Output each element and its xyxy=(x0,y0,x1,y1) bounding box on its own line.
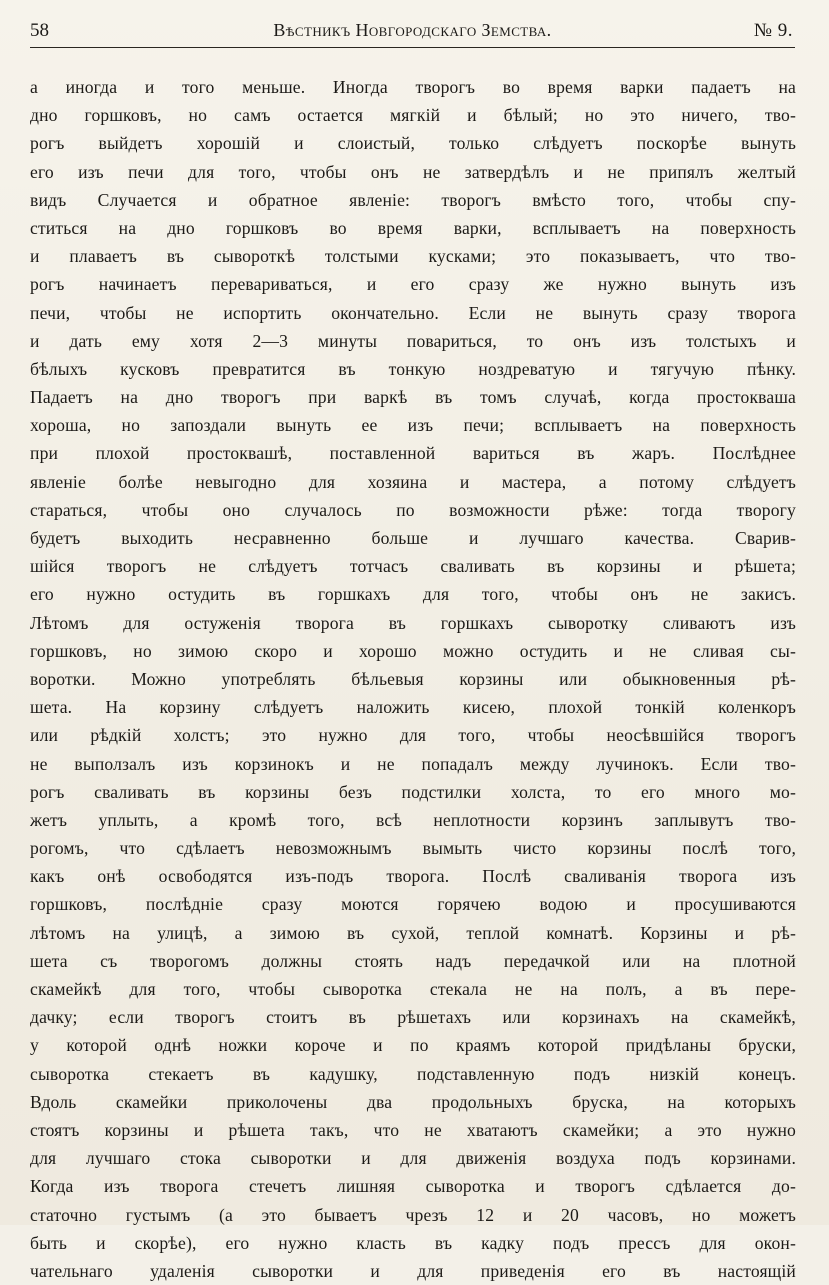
body-text xyxy=(30,73,796,1285)
text-line: рогъ начинаетъ перевариваться, и его сразу же нужно вынуть изъ xyxy=(30,274,796,295)
text-line: у которой однѣ ножки короче и по краямъ которой придѣланы бруски, xyxy=(30,1035,796,1056)
running-header xyxy=(30,14,795,48)
text-line: рогъ выйдетъ хорошій и слоистый, только слѣдуетъ поскорѣе вынуть xyxy=(30,133,796,154)
text-line: бѣлыхъ кусковъ превратится въ тонкую ноздреватую и тягучую пѣнку. xyxy=(30,358,796,379)
text-line: стоятъ корзины и рѣшета такъ, что не хватаютъ скамейки; а это нужно xyxy=(30,1119,796,1140)
text-line: стараться, чтобы оно случалось по возможности рѣже: тогда творогу xyxy=(30,499,796,520)
text-line: и плаваетъ въ сывороткѣ толстыми кусками; это показываетъ, что тво- xyxy=(30,246,796,267)
text-line: шета. На корзину слѣдуетъ наложить кисею, плохой тонкій коленкоръ xyxy=(30,697,796,718)
text-line: при плохой простоквашѣ, поставленной вариться въ жаръ. Послѣднее xyxy=(30,443,796,464)
text-line: горшковъ, но зимою скоро и хорошо можно остудить и не сливая сы- xyxy=(30,640,796,661)
text-line: дачку; если творогъ стоитъ въ рѣшетахъ или корзинахъ на скамейкѣ, xyxy=(30,1007,796,1028)
text-line: Лѣтомъ для остуженія творога въ горшкахъ сыворотку сливаютъ изъ xyxy=(30,612,796,633)
text-line: явленіе болѣе невыгодно для хозяина и мастера, а потому слѣдуетъ xyxy=(30,471,796,492)
journal-title: Вѣстникъ Новгородскаго Земства. xyxy=(273,20,552,40)
text-line: его нужно остудить въ горшкахъ для того, чтобы онъ не закисъ. xyxy=(30,584,796,605)
text-line: какъ онѣ освободятся изъ-подъ творога. Послѣ сваливанія творога изъ xyxy=(30,866,796,887)
text-line: воротки. Можно употреблять бѣльевыя корзины или обыкновенныя рѣ- xyxy=(30,668,796,689)
text-line: или рѣдкій холстъ; это нужно для того, чтобы неосѣвшійся творогъ xyxy=(30,725,796,746)
text-line: жетъ уплыть, а кромѣ того, всѣ неплотности корзинъ заплывутъ тво- xyxy=(30,809,796,830)
text-line: печи, чтобы не испортить окончательно. Если не вынуть сразу творога xyxy=(30,302,796,323)
text-line: а иногда и того меньше. Иногда творогъ во время варки падаетъ на xyxy=(30,77,796,97)
text-line: рогъ сваливать въ корзины безъ подстилки холста, то его много мо- xyxy=(30,781,796,802)
text-line: хороша, но запоздали вынуть ее изъ печи; всплываетъ на поверхность xyxy=(30,415,796,436)
text-line: сыворотка стекаетъ въ кадушку, подставленную подъ низкій конецъ. xyxy=(30,1063,796,1084)
text-line: шійся творогъ не слѣдуетъ тотчасъ сваливать въ корзины и рѣшета; xyxy=(30,556,796,577)
issue-number: № 9. xyxy=(753,20,793,41)
text-line: Когда изъ творога стечетъ лишняя сыворотка и творогъ сдѣлается до- xyxy=(30,1176,796,1197)
text-line: и дать ему хотя 2—3 минуты повариться, то онъ изъ толстыхъ и xyxy=(30,330,796,351)
text-line: шета съ творогомъ должны стоять надъ передачкой или на плотной xyxy=(30,950,796,971)
text-line: не выползалъ изъ корзинокъ и не попадалъ между лучинокъ. Если тво- xyxy=(30,753,796,774)
text-line: рогомъ, что сдѣлаетъ невозможнымъ вымыть чисто корзины послѣ того, xyxy=(30,838,796,859)
text-line: статочно густымъ (а это бываетъ чрезъ 12 и 20 часовъ, но можетъ xyxy=(30,1204,796,1225)
text-line: для лучшаго стока сыворотки и для движенія воздуха подъ корзинами. xyxy=(30,1148,796,1169)
text-line: его изъ печи для того, чтобы онъ не затвердѣлъ и не припялъ желтый xyxy=(30,161,796,182)
text-line: дно горшковъ, но самъ остается мягкій и бѣлый; но это ничего, тво- xyxy=(30,105,796,126)
text-line: быть и скорѣе), его нужно класть въ кадку подъ прессъ для окон- xyxy=(30,1232,796,1253)
text-line: Падаетъ на дно творогъ при варкѣ въ томъ случаѣ, когда простокваша xyxy=(30,387,796,408)
text-line: ститься на дно горшковъ во время варки, всплываетъ на поверхность xyxy=(30,217,796,238)
text-line: горшковъ, послѣдніе сразу моются горячею водою и просушиваются xyxy=(30,894,796,915)
text-line: будетъ выходить несравненно больше и лучшаго качества. Сварив- xyxy=(30,528,796,548)
text-line: скамейкѣ для того, чтобы сыворотка стекала не на полъ, а въ пере- xyxy=(30,979,796,999)
text-line: видъ Случается и обратное явленіе: творогъ вмѣсто того, чтобы спу- xyxy=(30,189,796,210)
text-line: Вдоль скамейки приколочены два продольныхъ бруска, на которыхъ xyxy=(30,1091,796,1112)
page-number: 58 xyxy=(30,20,49,41)
text-line: чательнаго удаленія сыворотки и для приведенія его въ настоящій xyxy=(30,1260,796,1281)
text-line: лѣтомъ на улицѣ, а зимою въ сухой, теплой комнатѣ. Корзины и рѣ- xyxy=(30,922,796,943)
